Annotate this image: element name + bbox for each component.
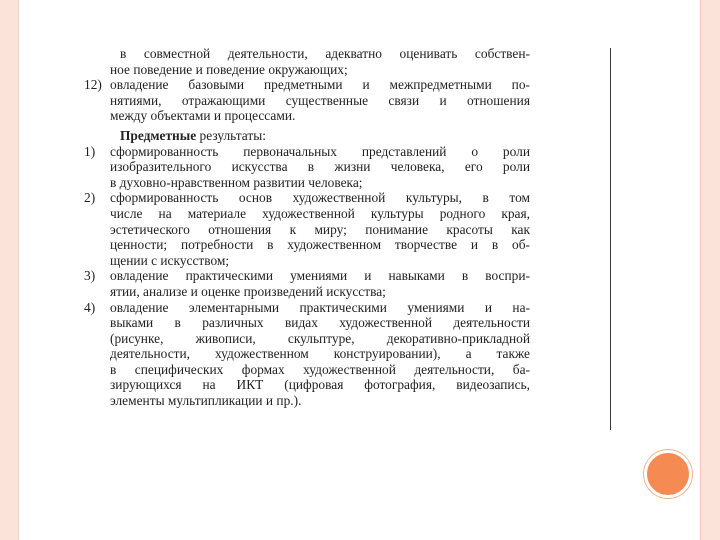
- item-number: 12): [84, 77, 102, 93]
- text-line: ценности; потребности в художественном творчестве и в об-: [110, 237, 530, 253]
- text-line: между объектами и процессами.: [110, 108, 296, 124]
- section-heading: [84, 128, 530, 144]
- text-line: ятии, анализе и оценке произведений искусства;: [110, 283, 386, 299]
- left-frame-band: [0, 0, 19, 540]
- right-frame-band: [700, 0, 720, 540]
- text-line: элементы мультипликации и пр.).: [110, 393, 302, 409]
- item-12-line: 12) овладение базовыми предметными и межпредметными по-: [84, 77, 530, 93]
- item-3-line: 3) овладение практическими умениями и навыками в воспри-: [84, 268, 530, 284]
- text-line: зирующихся на ИКТ (цифровая фотография, видеозапись,: [110, 377, 530, 393]
- item-number: 3): [84, 268, 96, 284]
- text-line: в совместной деятельности, адекватно оценивать собствен-: [120, 46, 530, 61]
- item-2-line: 2) сформированность основ художественной культуры, в том: [84, 190, 530, 206]
- text-line: деятельности, художественном конструировании), а также: [110, 346, 530, 362]
- text-line: в специфических формах художественной деятельности, ба-: [110, 361, 530, 377]
- heading-bold: Предметные: [120, 127, 197, 143]
- item-1-line: 1) сформированность первоначальных представлений о роли: [84, 143, 530, 159]
- text-line: ное поведение и поведение окружающих;: [110, 61, 348, 77]
- item-number: 4): [84, 299, 96, 315]
- text-line: изобразительного искусства в жизни человека, его роли: [110, 159, 530, 175]
- heading-rest: результаты:: [199, 127, 266, 143]
- text-line: (рисунке, живописи, скульптуре, декоративно-прикладной: [110, 330, 530, 346]
- text-line: эстетического отношения к миру; понимание красоты как: [110, 221, 530, 237]
- text-line: выками в различных видах художественной деятельности: [110, 315, 530, 331]
- document-text: [84, 46, 530, 409]
- text-line: нятиями, отражающими существенные связи и отношения: [110, 92, 530, 108]
- orange-circle-decoration: [644, 450, 692, 498]
- vertical-divider-line: [610, 48, 611, 430]
- text-line: щении с искусством;: [110, 252, 230, 268]
- item-4-line: 4) овладение элементарными практическими умениями и на-: [84, 299, 530, 315]
- item-number: 2): [84, 190, 96, 206]
- text-line: числе на материале художественной культуры родного края,: [110, 205, 530, 221]
- text-line: в духовно-нравственном развитии человека;: [110, 174, 363, 190]
- item-number: 1): [84, 143, 96, 159]
